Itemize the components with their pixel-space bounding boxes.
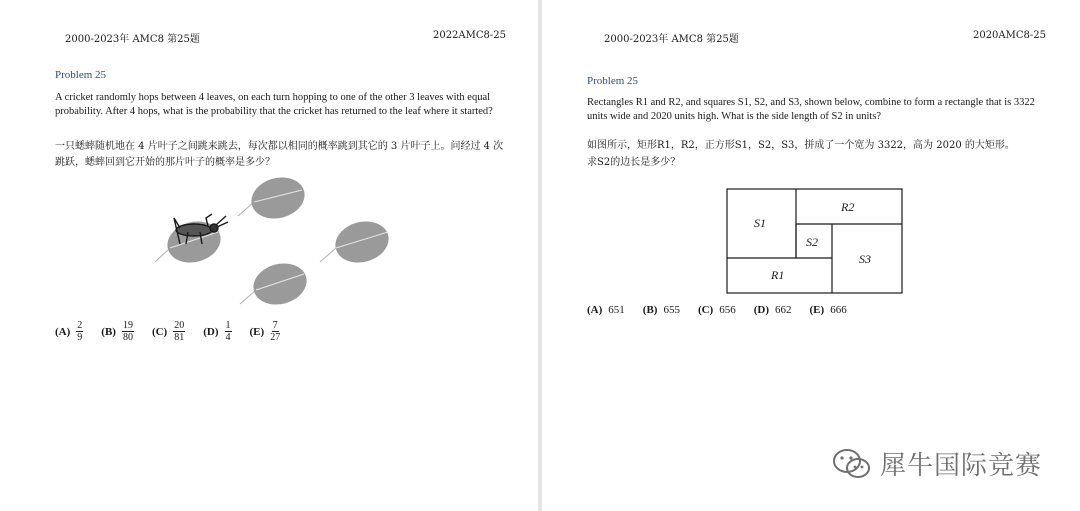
leaf-right	[320, 216, 393, 269]
wechat-icon	[832, 447, 872, 481]
left-header-code: 2022AMC8-25	[432, 30, 506, 41]
label-s1: S1	[754, 216, 766, 230]
choice-a[interactable]: (A) 651	[587, 304, 625, 316]
choice-d[interactable]: (D) 662	[753, 304, 792, 316]
choice-c[interactable]: (C) $\frac{20}{81}$	[151, 320, 185, 343]
left-problem-text-en: A cricket randomly hops between 4 leaves, on each turn hopping to one of the other 3 leaves with equal probability. After 4 hops, what is the probability that the cricket has returned to the leaf where it started?	[55, 92, 493, 117]
choice-c[interactable]: (C) 656	[697, 304, 736, 316]
left-problem-text-cn: 一只蟋蟀随机地在 4 片叶子之间跳来跳去，每次都以相同的概率跳到其它的 3 片叶子上。问经过 4 次跳跃，蟋蟀回到它开始的那片叶子的概率是多少？	[55, 141, 504, 168]
right-problem-text-en: Rectangles R1 and R2, and squares S1, S2, and S3, shown below, combine to form a rectangle that is 3322 units wide and 2020 units high. What is the side length of S2 in units?	[587, 97, 1035, 122]
cricket-leaves-illustration	[150, 170, 400, 310]
choice-b[interactable]: (B) 655	[642, 304, 680, 316]
choice-e[interactable]: (E) 666	[809, 304, 847, 316]
leaf-top	[238, 172, 309, 225]
right-problem-text-cn-2: 求S2的边长是多少？	[587, 157, 681, 168]
left-answer-choices	[55, 320, 298, 343]
choice-b[interactable]: (B) $\frac{19}{80}$	[101, 320, 133, 343]
choice-a[interactable]: (A) $\frac{2}{9}$	[55, 320, 83, 343]
label-r2: R2	[841, 200, 855, 214]
left-header-title: 2000-2023年 AMC8 第25题	[65, 34, 200, 45]
left-problem-title: Problem 25	[55, 69, 107, 81]
right-header-title: 2000-2023年 AMC8 第25题	[604, 34, 739, 45]
label-s2: S2	[806, 235, 818, 249]
choice-d[interactable]: (D) $\frac{1}{4}$	[203, 320, 231, 343]
leaf-bottom	[240, 258, 311, 310]
right-page	[542, 0, 1080, 511]
left-page	[0, 0, 538, 511]
right-problem-title: Problem 25	[587, 75, 639, 87]
label-r1: R1	[771, 268, 785, 282]
watermark	[832, 445, 1042, 482]
choice-e[interactable]: (E) $\frac{7}{27}$	[249, 320, 281, 343]
label-s3: S3	[859, 252, 871, 266]
right-problem-text-cn-1: 如图所示，矩形R1，R2，正方形S1，S2，S3，拼成了一个宽为 3322，高为 2020 的大矩形。	[587, 140, 1015, 151]
rectangle-diagram	[726, 188, 906, 296]
watermark-text: 犀牛国际竞赛	[880, 451, 1043, 481]
right-header-code: 2020AMC8-25	[972, 30, 1046, 41]
right-answer-choices	[587, 304, 865, 316]
